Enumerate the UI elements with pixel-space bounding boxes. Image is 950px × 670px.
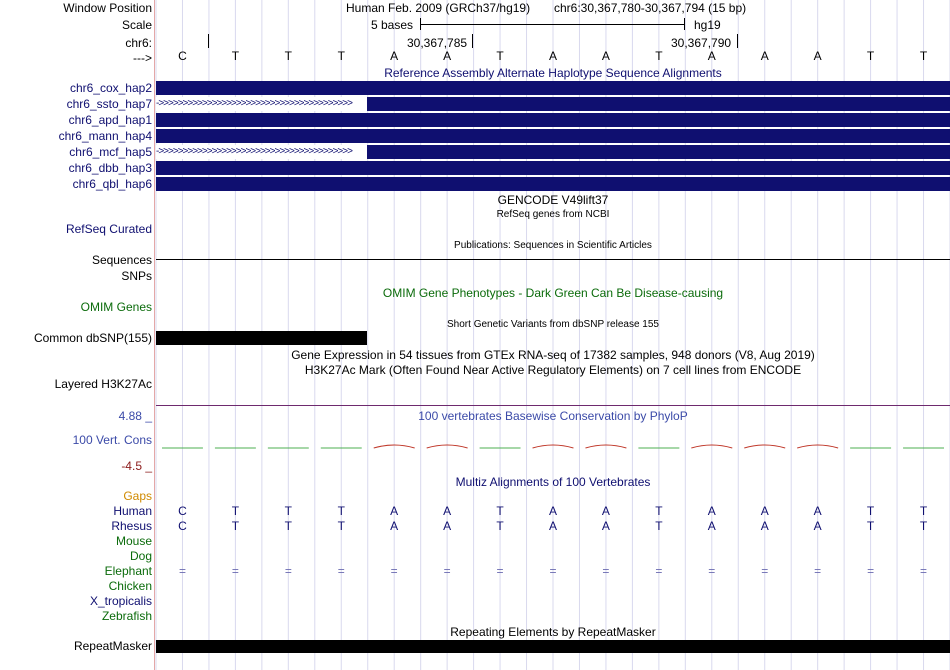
haplotype-label[interactable]: chr6_mann_hap4 [58,129,152,143]
rhesus-base: T [337,519,345,533]
h3k27ac-label[interactable]: Layered H3K27Ac [54,377,152,391]
dbsnp-label[interactable]: Common dbSNP(155) [33,331,152,345]
refseq-track-title[interactable]: RefSeq genes from NCBI [496,209,610,220]
haplotype-label[interactable]: chr6_qbl_hap6 [72,177,152,191]
elephant-base: = [761,564,769,578]
haplotype-alignment-bar[interactable] [156,161,950,175]
sequence-base: A [390,49,399,63]
position-range[interactable]: chr6:30,367,780-30,367,794 (15 bp) [554,1,747,15]
repeat-feature[interactable] [156,640,950,653]
sequence-base: T [919,49,928,63]
haplotype-alignment-bar[interactable] [156,97,950,111]
rhesus-base: A [443,519,452,533]
scale-bar-right-tick [684,18,685,30]
human-base: A [548,504,557,518]
db-name: hg19 [694,18,721,32]
haplotype-alignment-bar[interactable] [156,177,950,191]
h3k27ac-track-title[interactable]: H3K27Ac Mark (Often Found Near Active Regulatory Elements) on 7 cell lines from ENCODE [304,363,802,377]
haplotype-label[interactable]: chr6_dbb_hap3 [68,161,152,175]
species-label[interactable]: Human [113,504,152,518]
sequences-line [156,259,950,260]
species-label[interactable]: Dog [129,549,152,563]
sequence-base: A [601,49,610,63]
dbsnp-track-title[interactable]: Short Genetic Variants from dbSNP release 155 [447,319,659,330]
human-base: T [284,504,292,518]
elephant-base: = [231,564,239,578]
alt-hap-track-title[interactable]: Reference Assembly Alternate Haplotype Sequence Alignments [384,66,722,80]
refseq-label[interactable]: RefSeq Curated [65,222,152,236]
human-base: A [760,504,769,518]
human-base: C [178,504,187,518]
conservation-signal [156,438,950,454]
haplotype-alignment-bar[interactable] [156,129,950,143]
ruler-coord-1: 30,367,785 [407,36,468,50]
rhesus-base: T [655,519,663,533]
chrom-label: chr6: [125,36,152,50]
elephant-base: = [549,564,557,578]
human-base: A [601,504,610,518]
rhesus-base: A [390,519,399,533]
haplotype-label[interactable]: chr6_mcf_hap5 [69,145,152,159]
species-label[interactable]: Mouse [115,534,152,548]
rhesus-base: T [866,519,875,533]
conservation-mark [585,445,626,448]
strand-label: ---> [133,51,152,65]
window-position-label: Window Position [63,1,152,15]
species-label[interactable]: Elephant [104,564,152,578]
h3k27ac-baseline [156,405,950,406]
species-label[interactable]: Rhesus [111,519,152,533]
sequence-base: A [760,49,769,63]
conservation-mark [533,445,574,448]
elephant-base: = [496,564,504,578]
conservation-mark [427,445,468,448]
haplotype-alignment-bar[interactable] [156,113,950,127]
sequence-base: C [178,49,187,63]
omim-label[interactable]: OMIM Genes [80,300,152,314]
gtex-track-title[interactable]: Gene Expression in 54 tissues from GTEx RNA-seq of 17382 samples, 948 donors (V8, Aug 2019) [291,348,815,362]
repeat-label[interactable]: RepeatMasker [73,639,152,653]
rhesus-base: T [496,519,504,533]
haplotype-label[interactable]: chr6_ssto_hap7 [66,97,152,111]
haplotype-alignment-bar[interactable] [156,81,950,95]
rhesus-base: T [284,519,292,533]
label-separator [154,0,155,670]
conservation-mark [691,445,732,448]
assembly-name: Human Feb. 2009 (GRCh37/hg19) [346,1,531,15]
elephant-base: = [443,564,451,578]
cons-label[interactable]: 100 Vert. Cons [72,433,152,447]
elephant-base: = [337,564,345,578]
cons-min-label: -4.5 _ [121,459,152,473]
sequence-base: T [231,49,240,63]
sequence-base: T [337,49,345,63]
human-base: A [707,504,716,518]
conservation-mark [797,445,838,448]
elephant-base: = [708,564,716,578]
human-base: A [443,504,452,518]
species-label[interactable]: Chicken [108,579,152,593]
rhesus-base: A [707,519,716,533]
omim-track-title[interactable]: OMIM Gene Phenotypes - Dark Green Can Be Disease-causing [382,286,724,300]
elephant-base: = [814,564,822,578]
elephant-base: = [178,564,186,578]
publications-track-title[interactable]: Publications: Sequences in Scientific Articles [454,240,652,251]
scale-bar-left-tick [420,18,421,30]
species-label[interactable]: Zebrafish [101,609,152,623]
human-base: T [919,504,928,518]
human-base: T [655,504,663,518]
elephant-base: = [602,564,610,578]
human-base: A [390,504,399,518]
species-label[interactable]: X_tropicalis [89,594,152,608]
scale-text: 5 bases [371,18,414,32]
sequence-base: T [284,49,292,63]
snps-label[interactable]: SNPs [121,269,152,283]
human-base: T [866,504,875,518]
sequence-base: T [655,49,663,63]
haplotype-label[interactable]: chr6_apd_hap1 [68,113,152,127]
rhesus-base: A [760,519,769,533]
rhesus-base: T [231,519,240,533]
haplotype-alignment-bar[interactable] [156,145,950,159]
repeat-track-title[interactable]: Repeating Elements by RepeatMasker [450,625,656,639]
elephant-base: = [655,564,663,578]
ruler-tick [472,34,473,48]
elephant-base: = [920,564,928,578]
ruler-tick [737,34,738,48]
sequence-base: A [707,49,716,63]
elephant-base: = [390,564,398,578]
rhesus-base: T [919,519,928,533]
ruler-coord-2: 30,367,790 [671,36,732,50]
sequence-base: A [548,49,557,63]
scale-label: Scale [121,18,152,32]
scale-bar [421,24,684,25]
rhesus-base: C [178,519,187,533]
haplotype-label[interactable]: chr6_cox_hap2 [69,81,152,95]
ruler-tick [208,34,209,48]
human-base: T [496,504,504,518]
rhesus-base: A [548,519,557,533]
dbsnp-feature[interactable] [156,331,367,345]
sequence-base: A [813,49,822,63]
rhesus-base: A [601,519,610,533]
elephant-base: = [284,564,292,578]
sequence-base: T [496,49,504,63]
gencode-track-title[interactable]: GENCODE V49lift37 [497,193,609,207]
gaps-label[interactable]: Gaps [123,489,152,503]
sequence-base: A [443,49,452,63]
sequences-label[interactable]: Sequences [91,253,152,267]
rhesus-base: A [813,519,822,533]
haplotype-gap-arrows: ->>>>>>>>>>>>>>>>>>>>>>>>>>>>>>>>>>>>>>>> [156,145,367,159]
human-base: A [813,504,822,518]
human-base: T [337,504,345,518]
cons-max-label: 4.88 _ [118,409,152,423]
conservation-mark [374,445,415,448]
conservation-mark [744,445,785,448]
elephant-base: = [867,564,875,578]
multiz-track-title[interactable]: Multiz Alignments of 100 Vertebrates [455,475,651,489]
sequence-base: T [866,49,875,63]
cons-track-title[interactable]: 100 vertebrates Basewise Conservation by PhyloP [418,409,688,423]
haplotype-gap-arrows: ->>>>>>>>>>>>>>>>>>>>>>>>>>>>>>>>>>>>>>>> [156,97,367,111]
human-base: T [231,504,240,518]
